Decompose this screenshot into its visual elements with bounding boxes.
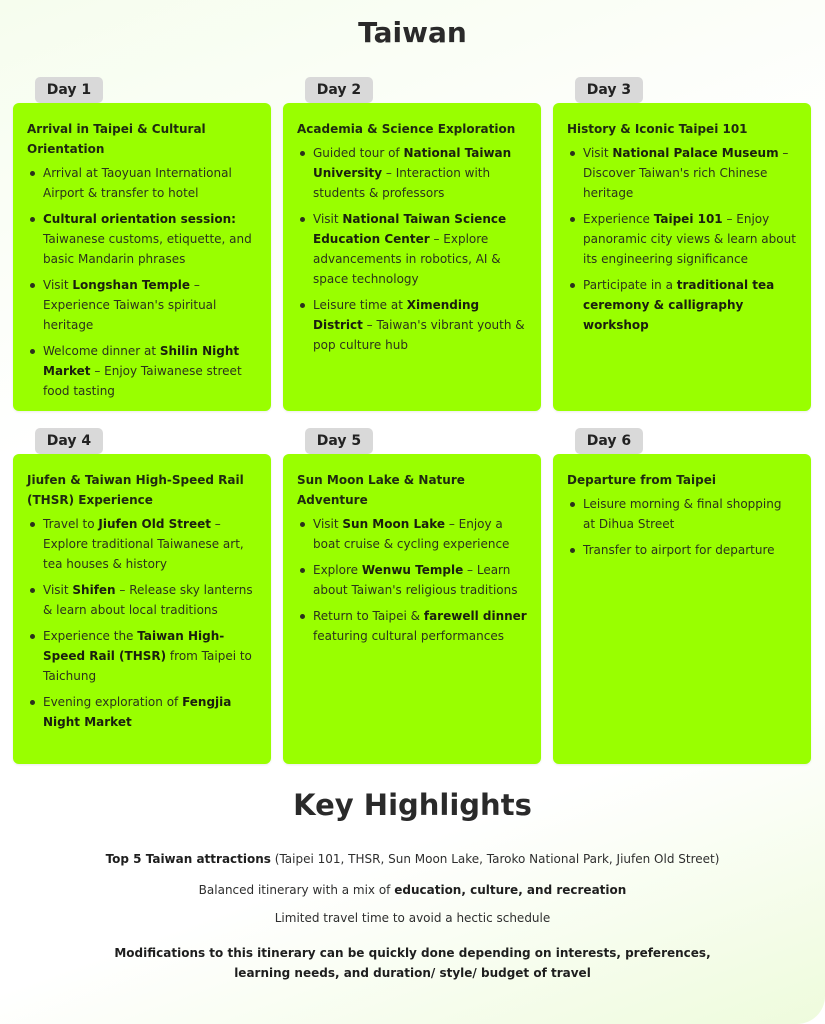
activity-list: [27, 514, 257, 732]
text-run: Balanced itinerary with a mix of: [198, 883, 395, 897]
activity-item: [297, 295, 527, 355]
activity-item: [297, 514, 527, 554]
text-run: – Enjoy panoramic city views & learn about its engineering significance: [583, 212, 796, 266]
bold-text: Cultural orientation session:: [43, 212, 236, 226]
text-run: Return to Taipei &: [313, 609, 424, 623]
day-badge: Day 3: [575, 77, 643, 103]
day-badge: Day 2: [305, 77, 373, 103]
bold-text: education, culture, and recreation: [394, 883, 627, 897]
text-run: featuring cultural performances: [313, 629, 504, 643]
activity-item: [27, 514, 257, 574]
activity-list: [297, 143, 527, 355]
page-title: Taiwan: [358, 16, 467, 49]
highlight-line: [0, 849, 825, 869]
activity-item: [27, 626, 257, 686]
day-card: [13, 103, 271, 411]
text-run: – Interaction with students & professors: [313, 166, 491, 200]
text-run: Transfer to airport for departure: [583, 543, 775, 557]
day-heading: Arrival in Taipei & Cultural Orientation: [27, 122, 206, 156]
activity-item: [27, 341, 257, 401]
bold-text: Longshan Temple: [72, 278, 190, 292]
activity-list: [567, 494, 797, 560]
key-highlights-title: Key Highlights: [293, 788, 532, 822]
day-heading: Departure from Taipei: [567, 473, 716, 487]
bold-text: Sun Moon Lake: [342, 517, 445, 531]
text-run: Arrival at Taoyuan International Airport & transfer to hotel: [43, 166, 232, 200]
bold-text: Shifen: [72, 583, 116, 597]
activity-item: [297, 606, 527, 646]
activity-item: [297, 209, 527, 289]
text-run: Participate in a: [583, 278, 677, 292]
text-run: Evening exploration of: [43, 695, 183, 709]
day-card: [13, 454, 271, 764]
text-run: – Enjoy a boat cruise & cycling experience: [313, 517, 510, 551]
activity-item: [297, 143, 527, 203]
text-run: Explore: [313, 563, 362, 577]
day-heading: Sun Moon Lake & Nature Adventure: [297, 473, 465, 507]
text-run: Leisure morning & final shopping at Dihua Street: [583, 497, 782, 531]
day-card: [283, 103, 541, 411]
text-run: – Release sky lanterns & learn about local traditions: [43, 583, 253, 617]
day-badge: Day 1: [35, 77, 103, 103]
activity-item: [27, 275, 257, 335]
activity-list: [567, 143, 797, 335]
bold-text: Modifications to this itinerary can be quickly done depending on interests, preferences, learning needs, and duration/ style/ budget of travel: [114, 946, 711, 980]
text-run: – Experience Taiwan's spiritual heritage: [43, 278, 217, 332]
text-run: Guided tour of: [313, 146, 404, 160]
activity-item: [297, 560, 527, 600]
text-run: Visit: [583, 146, 613, 160]
activity-item: [27, 692, 257, 732]
highlight-line: [0, 908, 825, 928]
bold-text: Top 5 Taiwan attractions: [105, 852, 271, 866]
text-run: Visit: [43, 583, 73, 597]
text-run: Visit: [313, 212, 343, 226]
highlight-line: [100, 943, 725, 983]
day-heading: Jiufen & Taiwan High-Speed Rail (THSR) Experience: [27, 473, 244, 507]
day-card: [553, 103, 811, 411]
day-badge: Day 5: [305, 428, 373, 454]
text-run: (Taipei 101, THSR, Sun Moon Lake, Taroko National Park, Jiufen Old Street): [270, 852, 720, 866]
activity-item: [567, 209, 797, 269]
text-run: Welcome dinner at: [43, 344, 160, 358]
bold-text: Taipei 101: [653, 212, 723, 226]
activity-list: [27, 163, 257, 401]
activity-item: [567, 540, 797, 560]
bold-text: National Palace Museum: [612, 146, 779, 160]
activity-item: [27, 209, 257, 269]
text-run: – Explore advancements in robotics, AI & space technology: [313, 232, 501, 286]
text-run: Visit: [43, 278, 73, 292]
day-badge: Day 4: [35, 428, 103, 454]
bold-text: farewell dinner: [423, 609, 527, 623]
activity-item: [567, 143, 797, 203]
bold-text: Wenwu Temple: [361, 563, 464, 577]
activity-item: [567, 275, 797, 335]
text-run: Experience the: [43, 629, 138, 643]
text-run: Visit: [313, 517, 343, 531]
text-run: Taiwanese customs, etiquette, and basic Mandarin phrases: [43, 232, 252, 266]
bold-text: National Taiwan University: [313, 146, 512, 180]
text-run: from Taipei to Taichung: [43, 649, 252, 683]
bold-text: National Taiwan Science Education Center: [313, 212, 507, 246]
text-run: – Learn about Taiwan's religious traditions: [313, 563, 518, 597]
bold-text: Ximending District: [313, 298, 480, 332]
day-heading: Academia & Science Exploration: [297, 122, 516, 136]
day-card: [553, 454, 811, 764]
day-heading: History & Iconic Taipei 101: [567, 122, 748, 136]
bold-text: Jiufen Old Street: [98, 517, 211, 531]
day-card: [283, 454, 541, 764]
text-run: – Taiwan's vibrant youth & pop culture hub: [313, 318, 525, 352]
activity-item: [567, 494, 797, 534]
text-run: – Discover Taiwan's rich Chinese heritage: [583, 146, 789, 200]
text-run: Limited travel time to avoid a hectic schedule: [274, 911, 551, 925]
text-run: – Enjoy Taiwanese street food tasting: [43, 364, 242, 398]
bold-text: Fengjia Night Market: [43, 695, 232, 729]
bold-text: traditional tea ceremony & calligraphy workshop: [583, 278, 775, 332]
bold-text: Shilin Night Market: [43, 344, 240, 378]
text-run: Leisure time at: [313, 298, 407, 312]
activity-item: [27, 580, 257, 620]
day-badge: Day 6: [575, 428, 643, 454]
text-run: – Explore traditional Taiwanese art, tea houses & history: [43, 517, 244, 571]
highlight-line: [0, 880, 825, 900]
activity-list: [297, 514, 527, 646]
text-run: Experience: [583, 212, 654, 226]
text-run: Travel to: [43, 517, 99, 531]
activity-item: [27, 163, 257, 203]
bold-text: Taiwan High-Speed Rail (THSR): [43, 629, 225, 663]
